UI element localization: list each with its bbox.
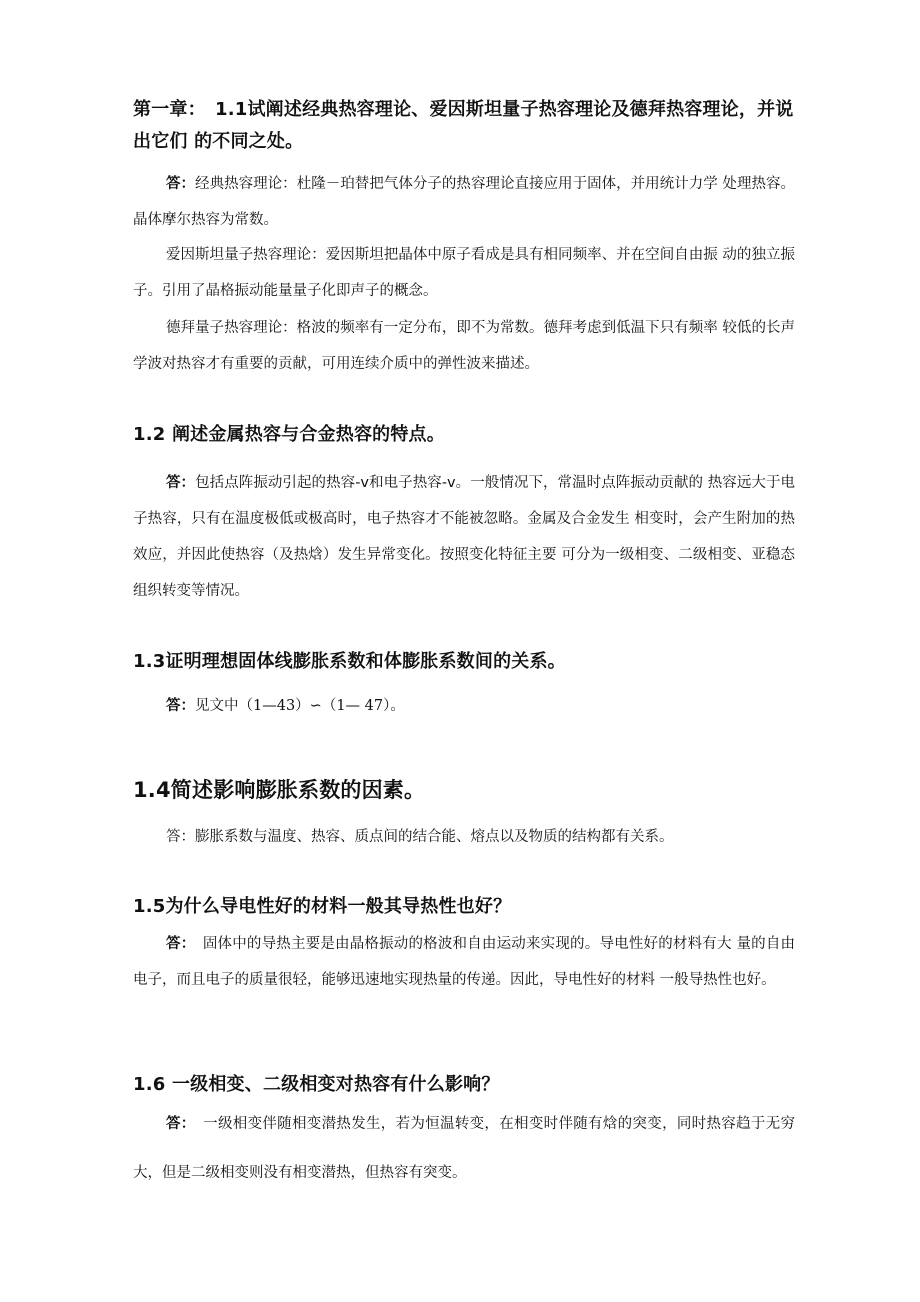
question-1-4-title: 1.4简述影响膨胀系数的因素。 [133,778,426,802]
answer-text: 固体中的导热主要是由晶格振动的格波和自由运动来实现的。导电性好的材料有大 量的自由电子，而且电子的质量很轻，能够迅速地实现热量的传递。因此，导电性好的材料 一般导热性也好。 [133,936,796,988]
answer-text: 经典热容理论：杜隆－珀替把气体分子的热容理论直接应用于固体，并用统计力学 处理热容。晶体摩尔热容为常数。 [133,176,796,228]
question-1-6-title: 1.6 一级相变、二级相变对热容有什么影响？ [133,1074,500,1095]
answer-1-5 [133,926,795,998]
answer-text: 膨胀系数与温度、热容、质点间的结合能、熔点以及物质的结构都有关系。 [195,829,674,845]
answer-label: 答： [166,829,195,845]
answer-1-4 [133,819,795,855]
answer-label: 答： [166,697,195,714]
answer-1-1-classical [133,166,795,238]
question-1-5-title: 1.5为什么导电性好的材料一般其导热性也好？ [133,896,512,917]
answer-1-6 [133,1100,795,1198]
question-1-2-title: 1.2 阐述金属热容与合金热容的特点。 [133,424,445,445]
answer-text: 见文中（1—43）∽（1— 47）。 [195,698,405,714]
answer-1-1-einstein: 爱因斯坦量子热容理论：爱因斯坦把晶体中原子看成是具有相同频率、并在空间自由振 动的独立振子。引用了晶格振动能量量子化即声子的概念。 [133,247,795,299]
question-1-1-title: 第一章： 1.1试阐述经典热容理论、爱因斯坦量子热容理论及德拜热容理论，并说出它们 的不同之处。 [133,99,794,152]
question-1-3-title: 1.3证明理想固体线膨胀系数和体膨胀系数间的关系。 [133,651,566,672]
answer-1-2 [133,465,795,609]
answer-1-1-debye: 德拜量子热容理论：格波的频率有一定分布，即不为常数。德拜考虑到低温下只有频率 较低的长声学波对热容才有重要的贡献，可用连续介质中的弹性波来描述。 [133,320,795,372]
answer-label: 答： [166,936,189,952]
answer-text: 包括点阵振动引起的热容-v和电子热容-v。一般情况下，常温时点阵振动贡献的 热容远大于电子热容，只有在温度极低或极高时，电子热容才不能被忽略。金属及合金发生 相变时，会产生附加的热效应，并因此使热容（及热焓）发生异常变化。按照变化特征主要 可分为一级相变、二级相变、亚稳态组织转变等情况。 [133,475,796,599]
answer-text: 一级相变伴随相变潜热发生，若为恒温转变，在相变时伴随有焓的突变，同时热容趋于无穷大，但是二级相变则没有相变潜热，但热容有突变。 [133,1116,795,1181]
answer-label: 答： [166,475,196,491]
answer-1-3 [133,688,795,724]
answer-label: 答： [166,1116,189,1132]
answer-label: 答： [166,176,196,192]
